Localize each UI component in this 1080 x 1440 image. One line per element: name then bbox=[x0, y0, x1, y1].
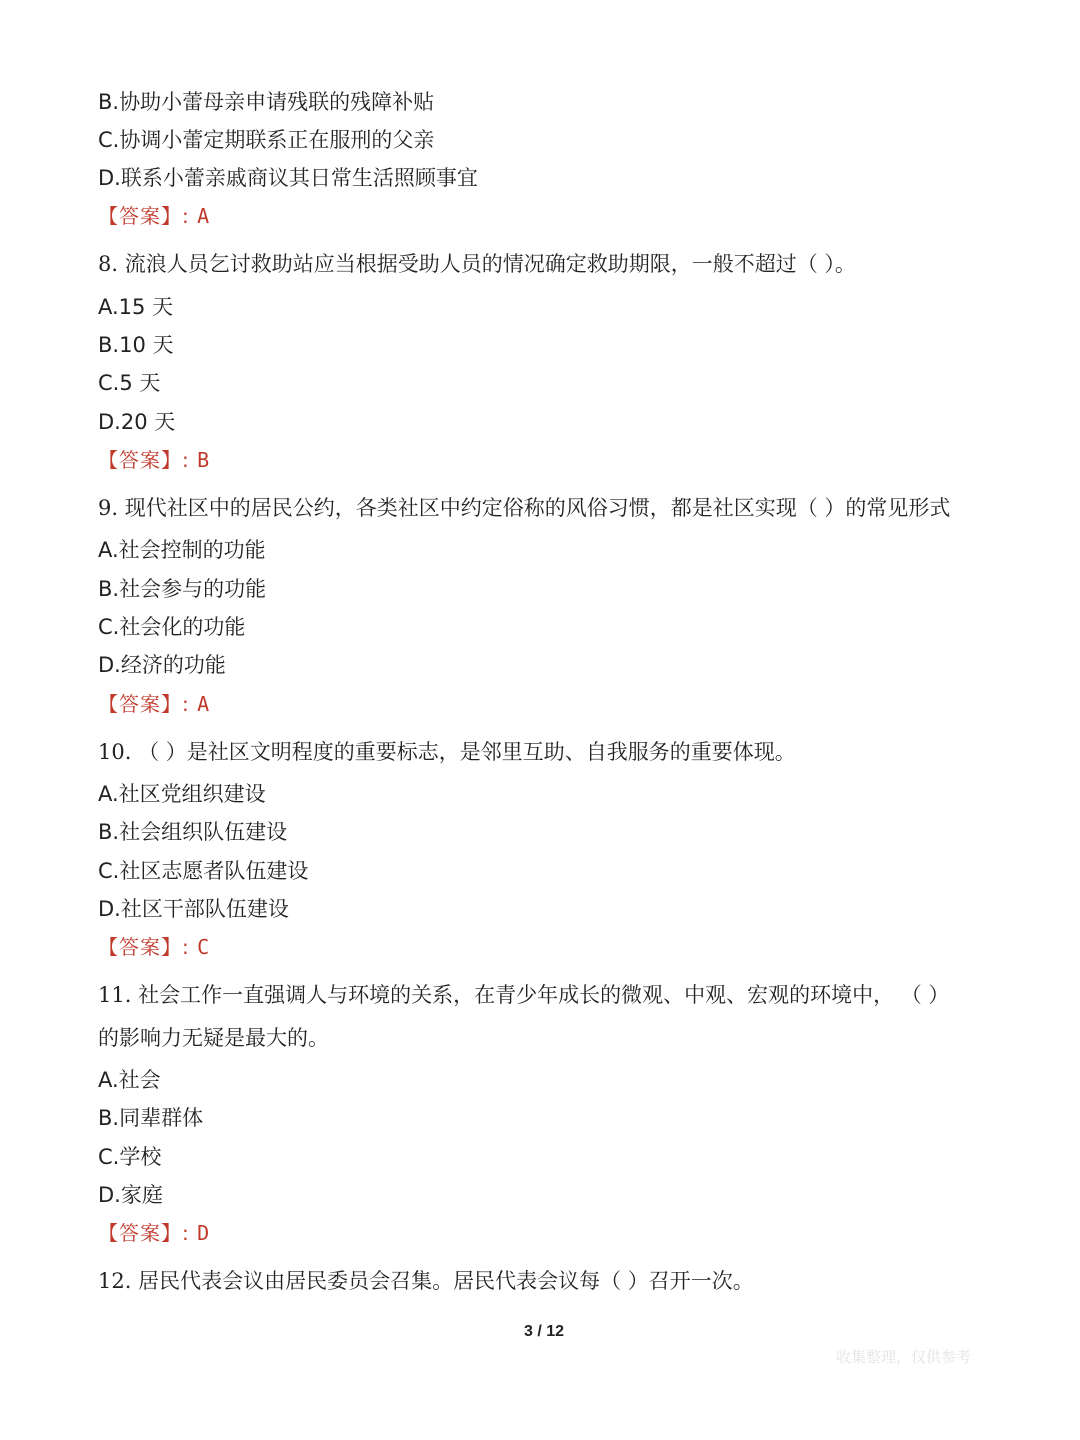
answer-value: A bbox=[197, 204, 211, 228]
answer-label: 【答案】: bbox=[98, 448, 198, 472]
q7-option-c: C.协调小蕾定期联系正在服刑的父亲 bbox=[98, 128, 435, 152]
q7-option-b: B.协助小蕾母亲申请残联的残障补贴 bbox=[98, 90, 435, 114]
q9-option-c: C.社会化的功能 bbox=[98, 615, 246, 639]
q12-question: 12. 居民代表会议由居民委员会召集。居民代表会议每（ ）召开一次。 bbox=[98, 1269, 754, 1293]
page-number: 3 / 12 bbox=[523, 1323, 565, 1340]
q11-option-d: D.家庭 bbox=[98, 1183, 163, 1207]
q11-option-b: B.同辈群体 bbox=[98, 1106, 204, 1130]
answer-label: 【答案】: bbox=[98, 692, 198, 716]
q10-answer bbox=[98, 932, 210, 962]
q9-option-a: A.社会控制的功能 bbox=[98, 538, 266, 562]
q9-option-d: D.经济的功能 bbox=[98, 653, 226, 677]
q11-answer bbox=[98, 1218, 210, 1248]
q11-question-line1: 11. 社会工作一直强调人与环境的关系，在青少年成长的微观、中观、宏观的环境中， （ ） bbox=[98, 983, 950, 1007]
q8-answer bbox=[98, 445, 210, 475]
answer-value: C bbox=[197, 935, 211, 959]
q8-question: 8. 流浪人员乞讨救助站应当根据受助人员的情况确定救助期限，一般不超过（ ）。 bbox=[98, 252, 856, 276]
q8-option-b: B.10 天 bbox=[98, 333, 174, 357]
q10-question: 10. （ ）是社区文明程度的重要标志，是邻里互助、自我服务的重要体现。 bbox=[98, 740, 796, 764]
q11-question-line2: 的影响力无疑是最大的。 bbox=[98, 1026, 329, 1050]
answer-value: D bbox=[197, 1221, 211, 1245]
q10-option-b: B.社会组织队伍建设 bbox=[98, 820, 288, 844]
answer-label: 【答案】: bbox=[98, 204, 198, 228]
q11-option-c: C.学校 bbox=[98, 1145, 162, 1169]
q9-option-b: B.社会参与的功能 bbox=[98, 577, 267, 601]
q10-option-d: D.社区干部队伍建设 bbox=[98, 897, 289, 921]
answer-label: 【答案】: bbox=[98, 1221, 198, 1245]
q8-option-a: A.15 天 bbox=[98, 295, 174, 319]
q10-option-a: A.社区党组织建设 bbox=[98, 782, 266, 806]
answer-value: B bbox=[197, 448, 211, 472]
q9-answer bbox=[98, 689, 210, 719]
q8-option-d: D.20 天 bbox=[98, 410, 176, 434]
q7-option-d: D.联系小蕾亲戚商议其日常生活照顾事宜 bbox=[98, 166, 478, 190]
q9-question: 9. 现代社区中的居民公约，各类社区中约定俗称的风俗习惯，都是社区实现（ ）的常见形式 bbox=[98, 496, 951, 520]
answer-label: 【答案】: bbox=[98, 935, 198, 959]
q7-answer bbox=[98, 201, 210, 231]
q10-option-c: C.社区志愿者队伍建设 bbox=[98, 859, 309, 883]
q8-option-c: C.5 天 bbox=[98, 371, 161, 395]
watermark-text: 收集整理，仅供参考 bbox=[836, 1348, 972, 1366]
answer-value: A bbox=[197, 692, 211, 716]
q11-option-a: A.社会 bbox=[98, 1068, 161, 1092]
